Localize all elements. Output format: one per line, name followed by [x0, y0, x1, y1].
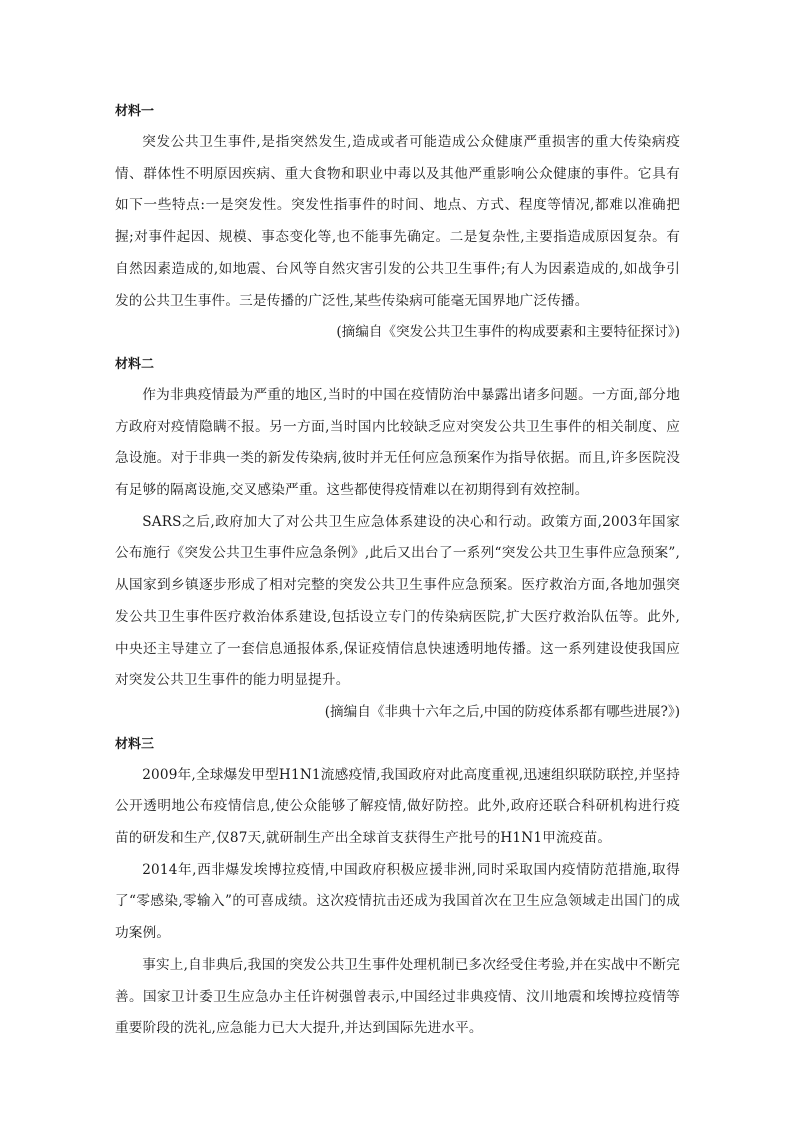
- document-page: [115, 96, 680, 1045]
- material-three-paragraph-1: 2009年,全球爆发甲型H1N1流感疫情,我国政府对此高度重视,迅速组织联防联控,并坚持公开透明地公布疫情信息,使公众能够了解疫情,做好防控。此外,政府还联合科研机构进行疫苗的研发和生产,仅87天,就研制生产出全球首支获得生产批号的H1N1甲流疫苗。: [115, 766, 680, 847]
- material-one-paragraph-1: 突发公共卫生事件,是指突然发生,造成或者可能造成公众健康严重损害的重大传染病疫情、群体性不明原因疾病、重大食物和职业中毒以及其他严重影响公众健康的事件。它具有如下一些特点:一是突发性。突发性指事件的时间、地点、方式、程度等情况,都难以准确把握;对事件起因、规模、事态变化等,也不能事先确定。二是复杂性,主要指造成原因复杂。有自然因素造成的,如地震、台风等自然灾害引发的公共卫生事件;有人为因素造成的,如战争引发的公共卫生事件。三是传播的广泛性,某些传染病可能毫无国界地广泛传播。: [115, 134, 680, 309]
- material-two-section: [115, 349, 680, 729]
- material-one-heading: 材料一: [115, 104, 155, 119]
- material-two-paragraph-2: SARS之后,政府加大了对公共卫生应急体系建设的决心和行动。政策方面,2003年国家公布施行《突发公共卫生事件应急条例》,此后又出台了一系列“突发公共卫生事件应急预案”,从国家到乡镇逐步形成了相对完整的突发公共卫生事件应急预案。医疗救治方面,各地加强突发公共卫生事件医疗救治体系建设,包括设立专门的传染病医院,扩大医疗救治队伍等。此外,中央还主导建立了一套信息通报体系,保证疫情信息快速透明地传播。这一系列建设使我国应对突发公共卫生事件的能力明显提升。: [115, 513, 680, 689]
- material-three-paragraph-3: 事实上,自非典后,我国的突发公共卫生事件处理机制已多次经受住考验,并在实战中不断完善。国家卫计委卫生应急办主任许树强曾表示,中国经过非典疫情、汶川地震和埃博拉疫情等重要阶段的洗礼,应急能力已大大提升,并达到国际先进水平。: [115, 956, 680, 1037]
- material-three-paragraph-2: 2014年,西非爆发埃博拉疫情,中国政府积极应援非洲,同时采取国内疫情防范措施,取得了“零感染,零输入”的可喜成绩。这次疫情抗击还成为我国首次在卫生应急领域走出国门的成功案例。: [115, 861, 680, 942]
- material-two-source: (摘编自《非典十六年之后,中国的防疫体系都有哪些进展?》): [324, 703, 680, 720]
- material-two-heading: 材料二: [115, 356, 155, 372]
- material-one-source: (摘编自《突发公共卫生事件的构成要素和主要特征探讨》): [336, 324, 680, 341]
- material-two-paragraph-1: 作为非典疫情最为严重的地区,当时的中国在疫情防治中暴露出诸多问题。一方面,部分地方政府对疫情隐瞒不报。另一方面,当时国内比较缺乏应对突发公共卫生事件的相关制度、应急设施。对于非典一类的新发传染病,彼时并无任何应急预案作为指导依据。而且,许多医院没有足够的隔离设施,交叉感染严重。这些都使得疫情难以在初期得到有效控制。: [115, 386, 680, 499]
- material-three-section: [115, 729, 680, 1045]
- material-one-section: [115, 96, 680, 349]
- material-three-heading: 材料三: [115, 736, 155, 752]
